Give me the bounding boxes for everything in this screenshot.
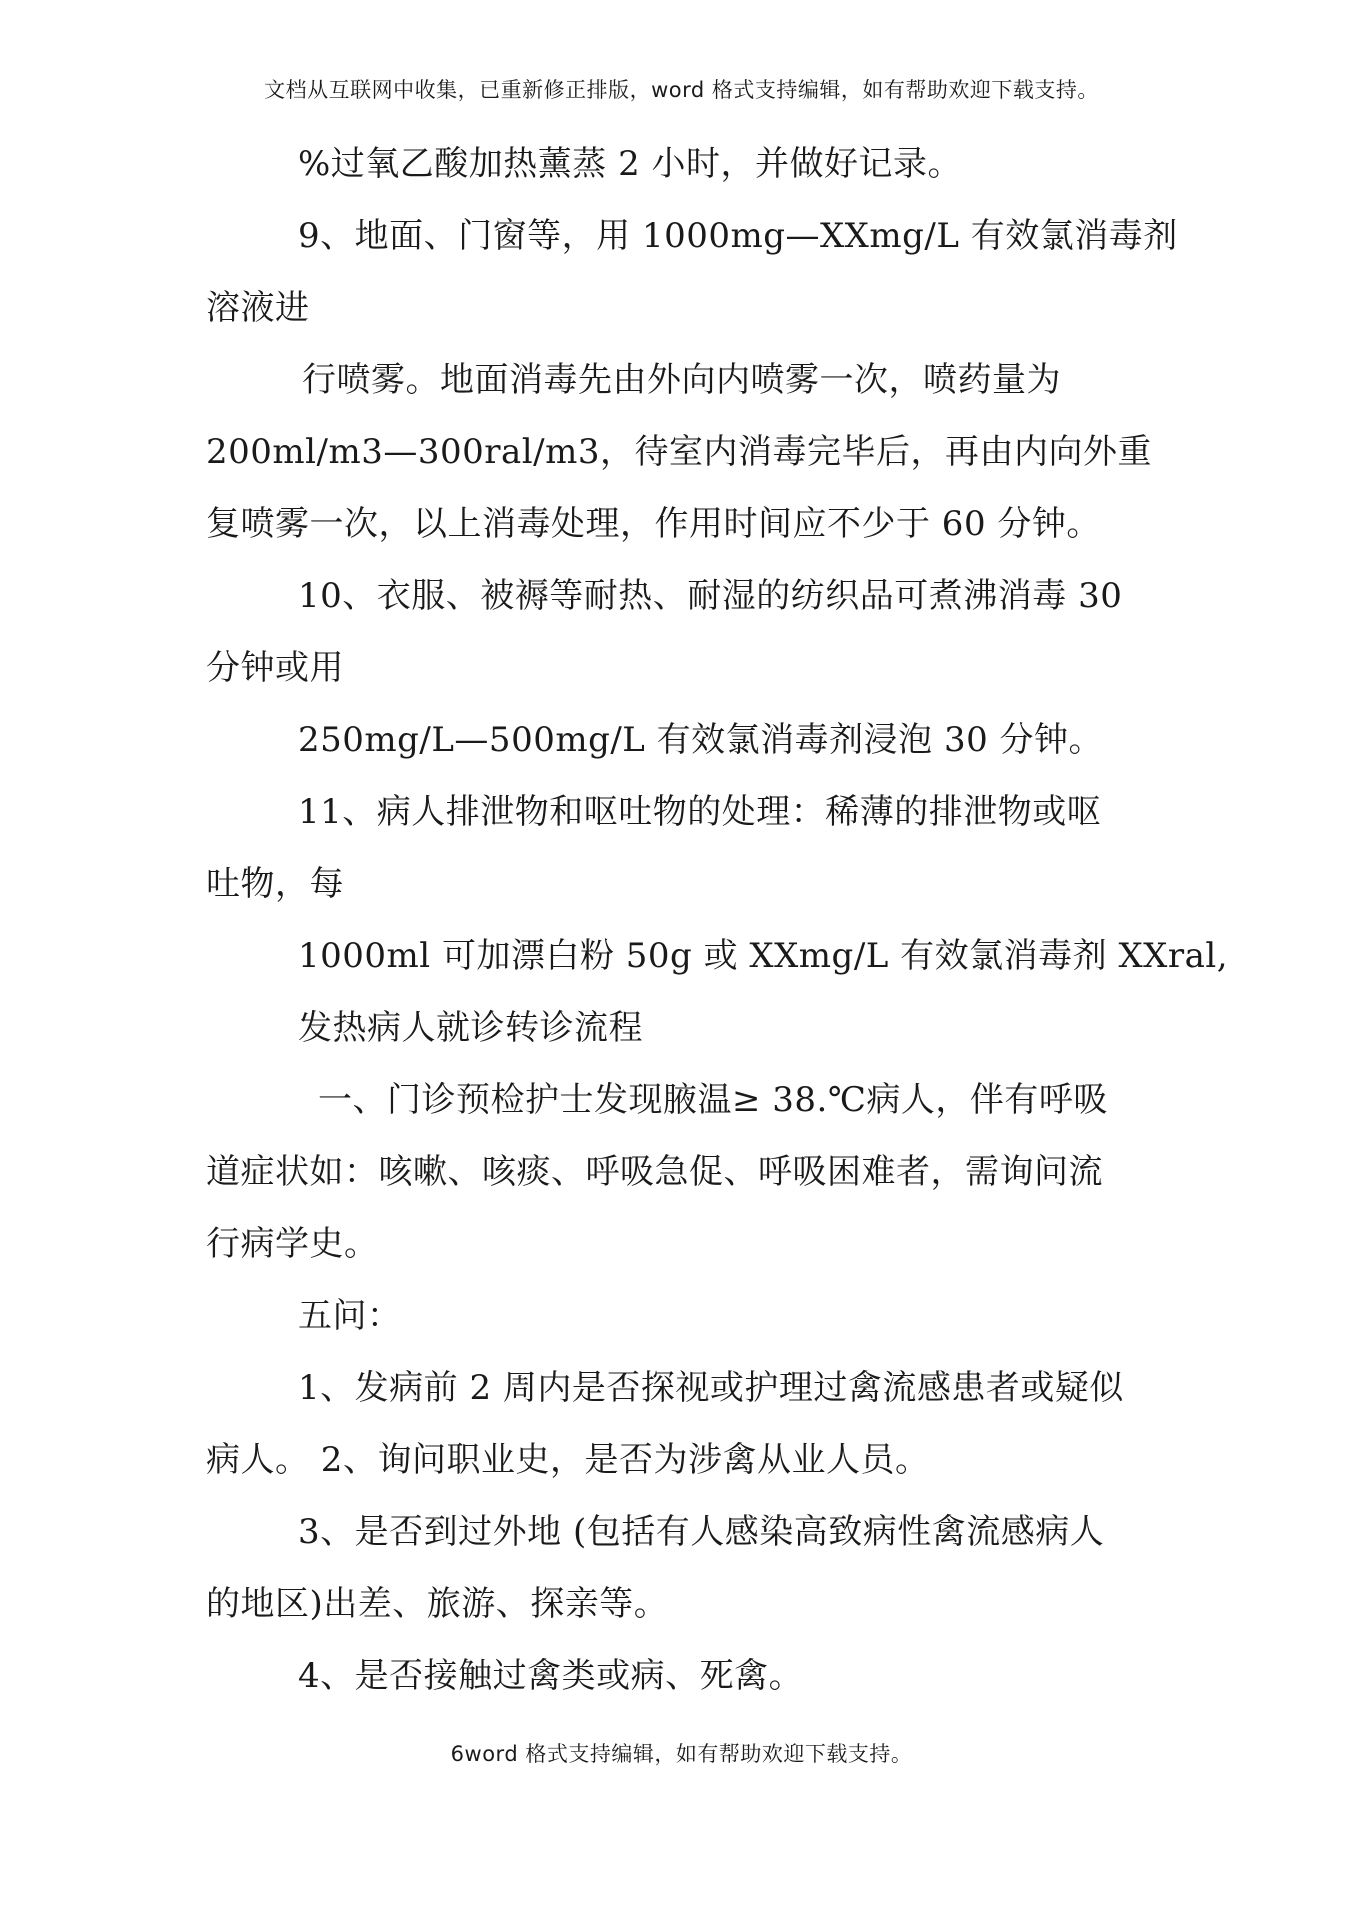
body-line: 4、是否接触过禽类或病、死禽。 (298, 1656, 804, 1696)
body-line: 五问： (298, 1296, 402, 1336)
body-line: 10、衣服、被褥等耐热、耐湿的纺织品可煮沸消毒 30 (298, 576, 1123, 616)
body-line: 1000ml 可加漂白粉 50g 或 XXmg/L 有效氯消毒剂 XXral, (298, 936, 1229, 976)
body-line: 行喷雾。地面消毒先由外向内喷雾一次，喷药量为 (302, 360, 1061, 400)
body-line: 溶液进 (206, 288, 310, 328)
body-line: 复喷雾一次，以上消毒处理，作用时间应不少于 60 分钟。 (206, 504, 1101, 544)
page-header: 文档从互联网中收集，已重新修正排版，word 格式支持编辑，如有帮助欢迎下载支持。 (264, 78, 1099, 102)
body-line: 200ml/m3—300ral/m3，待室内消毒完毕后，再由内向外重 (206, 432, 1152, 472)
body-line: 分钟或用 (206, 648, 344, 688)
body-line: 11、病人排泄物和呕吐物的处理：稀薄的排泄物或呕 (298, 792, 1102, 832)
body-line: %过氧乙酸加热薰蒸 2 小时，并做好记录。 (298, 144, 963, 184)
body-line: 3、是否到过外地 (包括有人感染高致病性禽流感病人 (298, 1512, 1105, 1552)
body-line: 的地区)出差、旅游、探亲等。 (206, 1584, 669, 1624)
body-line: 行病学史。 (206, 1224, 379, 1264)
body-line: 病人。 2、询问职业史，是否为涉禽从业人员。 (206, 1440, 930, 1480)
body-line: 250mg/L—500mg/L 有效氯消毒剂浸泡 30 分钟。 (298, 720, 1104, 760)
body-line: 道症状如：咳嗽、咳痰、呼吸急促、呼吸困难者，需询问流 (206, 1152, 1103, 1192)
section-title: 发热病人就诊转诊流程 (298, 1008, 643, 1048)
body-line: 9、地面、门窗等，用 1000mg—XXmg/L 有效氯消毒剂 (298, 216, 1178, 256)
body-line: 吐物，每 (206, 864, 344, 904)
body-line: 一、门诊预检护士发现腋温≥ 38.℃病人，伴有呼吸 (318, 1080, 1108, 1120)
body-line: 1、发病前 2 周内是否探视或护理过禽流感患者或疑似 (298, 1368, 1124, 1408)
page-footer: 6word 格式支持编辑，如有帮助欢迎下载支持。 (450, 1742, 913, 1766)
